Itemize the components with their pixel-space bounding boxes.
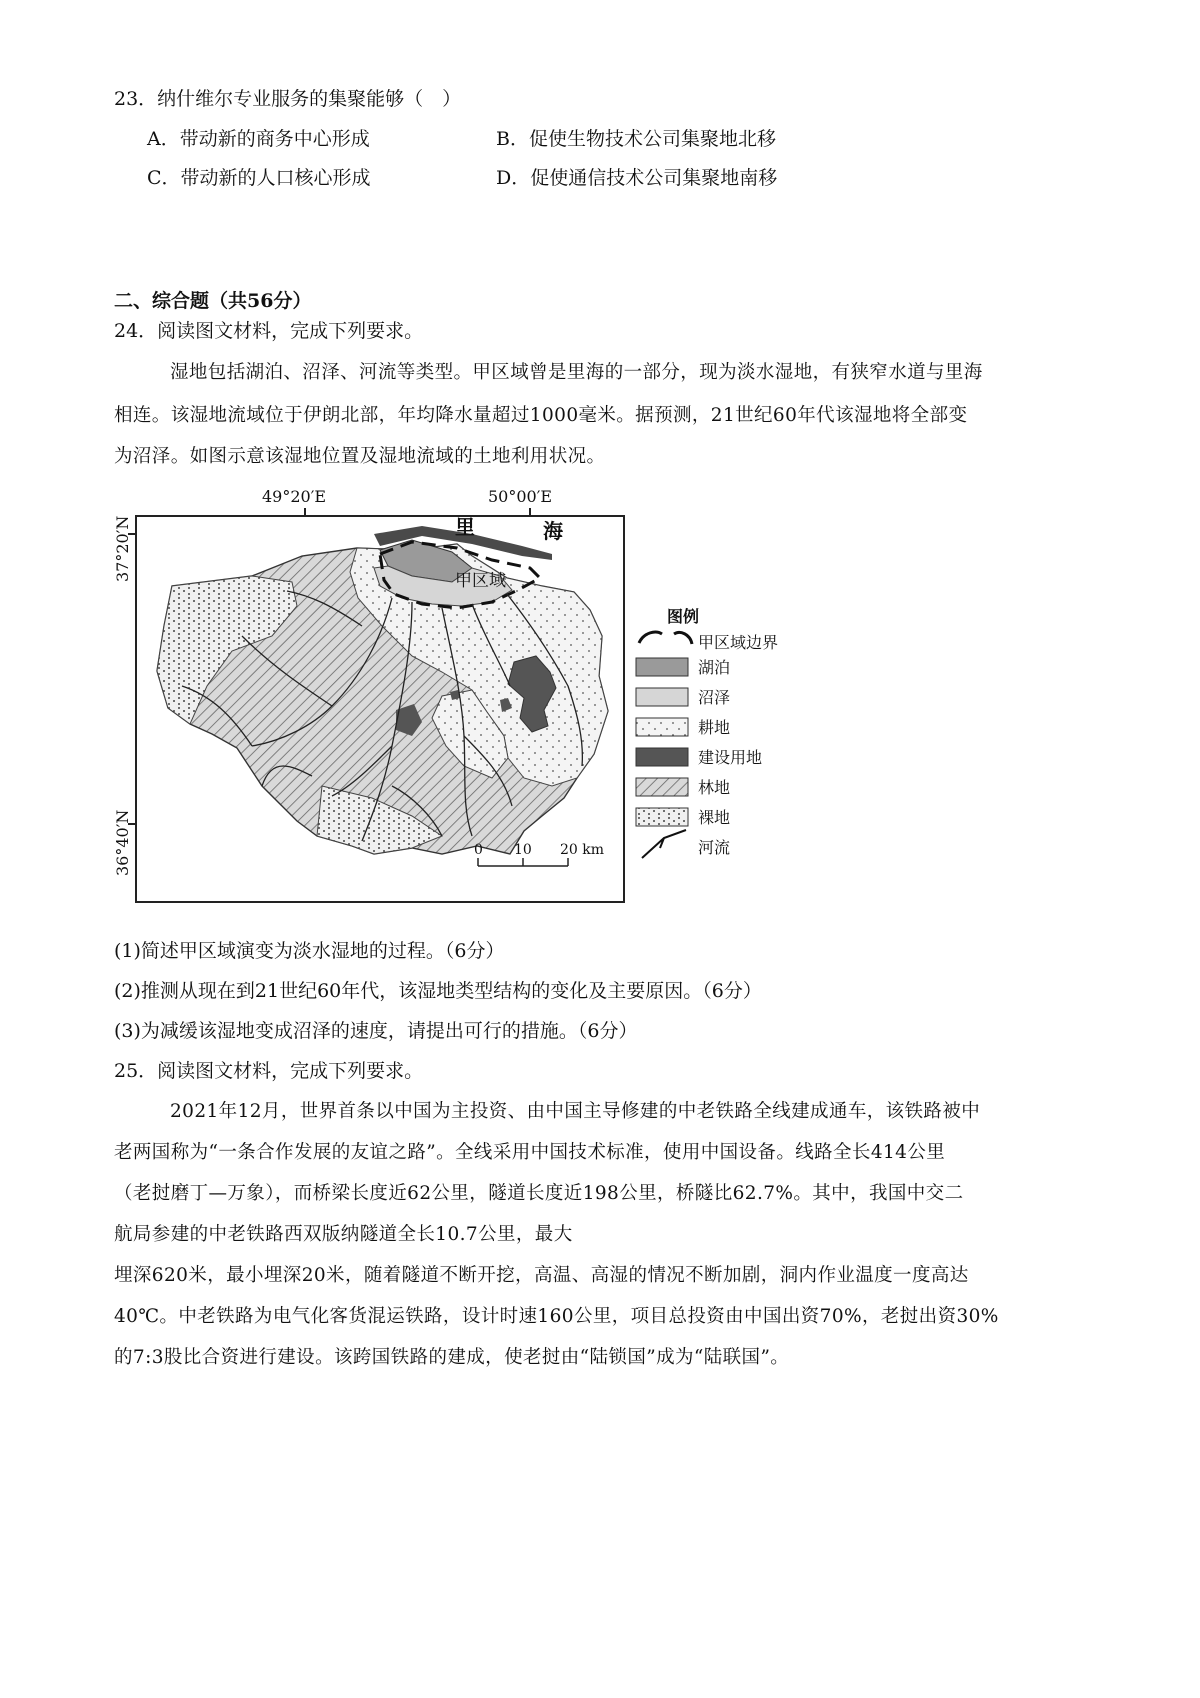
latitude-label: 37°20′N	[113, 515, 132, 582]
q25-material-line: 航局参建的中老铁路西双版纳隧道全长10.7公里，最大	[114, 1224, 573, 1245]
q25-material-line: 2021年12月，世界首条以中国为主投资、由中国主导修建的中老铁路全线建成通车，该铁路被中	[170, 1101, 981, 1122]
option-text: 带动新的商务中心形成	[179, 128, 370, 150]
option-letter: D．	[496, 167, 531, 189]
scale-label: 0	[474, 842, 483, 858]
legend-label: 耕地	[698, 718, 731, 737]
legend-label: 湖泊	[698, 658, 731, 677]
region-label: 甲区域	[455, 571, 506, 591]
legend-label: 裸地	[698, 808, 731, 827]
legend-label: 建设用地	[698, 748, 763, 767]
latitude-label: 36°40′N	[113, 809, 132, 876]
q24-material-line: 湿地包括湖泊、沼泽、河流等类型。甲区域曾是里海的一部分，现为淡水湿地，有狭窄水道与里海	[170, 362, 983, 383]
q24-subquestion-1: (1)简述甲区域演变为淡水湿地的过程。（6分）	[114, 940, 505, 962]
q25-material-line: 的7:3股比合资进行建设。该跨国铁路的建成，使老挝由“陆锁国”成为“陆联国”。	[114, 1347, 790, 1368]
longitude-label: 50°00′E	[488, 487, 553, 506]
q25-stem: 25．阅读图文材料，完成下列要求。	[114, 1060, 424, 1082]
legend-label: 林地	[698, 778, 731, 797]
construction-legend-icon	[636, 748, 688, 766]
forest-legend-icon	[636, 778, 688, 796]
q24-subquestion-2: (2)推测从现在到21世纪60年代，该湿地类型结构的变化及主要原因。（6分）	[114, 980, 762, 1002]
q23-stem: 23．纳什维尔专业服务的集聚能够（ ）	[114, 88, 462, 110]
q24-material-line: 为沼泽。如图示意该湿地位置及湿地流域的土地利用状况。	[114, 446, 606, 467]
option-letter: A．	[147, 128, 180, 150]
longitude-label: 49°20′E	[262, 487, 327, 506]
option-text: 带动新的人口核心形成	[180, 167, 371, 189]
lake-legend-icon	[636, 658, 688, 676]
option-text: 促使通信技术公司集聚地南移	[530, 167, 778, 189]
option-letter: C．	[147, 167, 181, 189]
q24-stem: 24．阅读图文材料，完成下列要求。	[114, 320, 424, 342]
q23-option-a	[147, 128, 370, 150]
scale-label: 20 km	[560, 842, 605, 858]
river-legend-icon	[642, 830, 686, 858]
q23-option-d	[496, 167, 777, 189]
q25-material-line: （老挝磨丁—万象），而桥梁长度近62公里，隧道长度近198公里，桥隧比62.7%。其中，我国中交二	[114, 1183, 964, 1204]
scale-label: 10	[514, 842, 532, 858]
map-legend	[636, 607, 778, 858]
sea-label: 海	[543, 519, 563, 543]
q23-option-c	[147, 167, 371, 189]
legend-label: 河流	[698, 838, 731, 857]
sea-label: 里	[455, 515, 475, 539]
legend-label: 沼泽	[698, 688, 731, 707]
q24-subquestion-3: (3)为减缓该湿地变成沼泽的速度，请提出可行的措施。（6分）	[114, 1020, 638, 1042]
legend-label: 甲区域边界	[698, 633, 779, 652]
q25-material-line: 老两国称为“一条合作发展的友谊之路”。全线采用中国技术标准，使用中国设备。线路全长414公里	[114, 1142, 946, 1163]
boundary-legend-icon	[639, 632, 692, 644]
q23-option-b	[496, 128, 776, 150]
q25-material-line: 40℃。中老铁路为电气化客货混运铁路，设计时速160公里，项目总投资由中国出资70%，老挝出资30%	[114, 1306, 999, 1327]
option-letter: B．	[496, 128, 529, 150]
q25-material-line: 埋深620米，最小埋深20米，随着隧道不断开挖，高温、高湿的情况不断加剧，洞内作业温度一度高达	[114, 1265, 969, 1286]
marsh-legend-icon	[636, 688, 688, 706]
legend-title: 图例	[667, 607, 700, 626]
option-text: 促使生物技术公司集聚地北移	[528, 128, 776, 150]
section-heading: 二、综合题（共56分）	[114, 290, 312, 312]
bare-legend-icon	[636, 808, 688, 826]
wetland-land-use-map	[112, 486, 852, 918]
farmland-legend-icon	[636, 718, 688, 736]
q24-material-line: 相连。该湿地流域位于伊朗北部，年均降水量超过1000毫米。据预测，21世纪60年代该湿地将全部变	[114, 405, 968, 426]
